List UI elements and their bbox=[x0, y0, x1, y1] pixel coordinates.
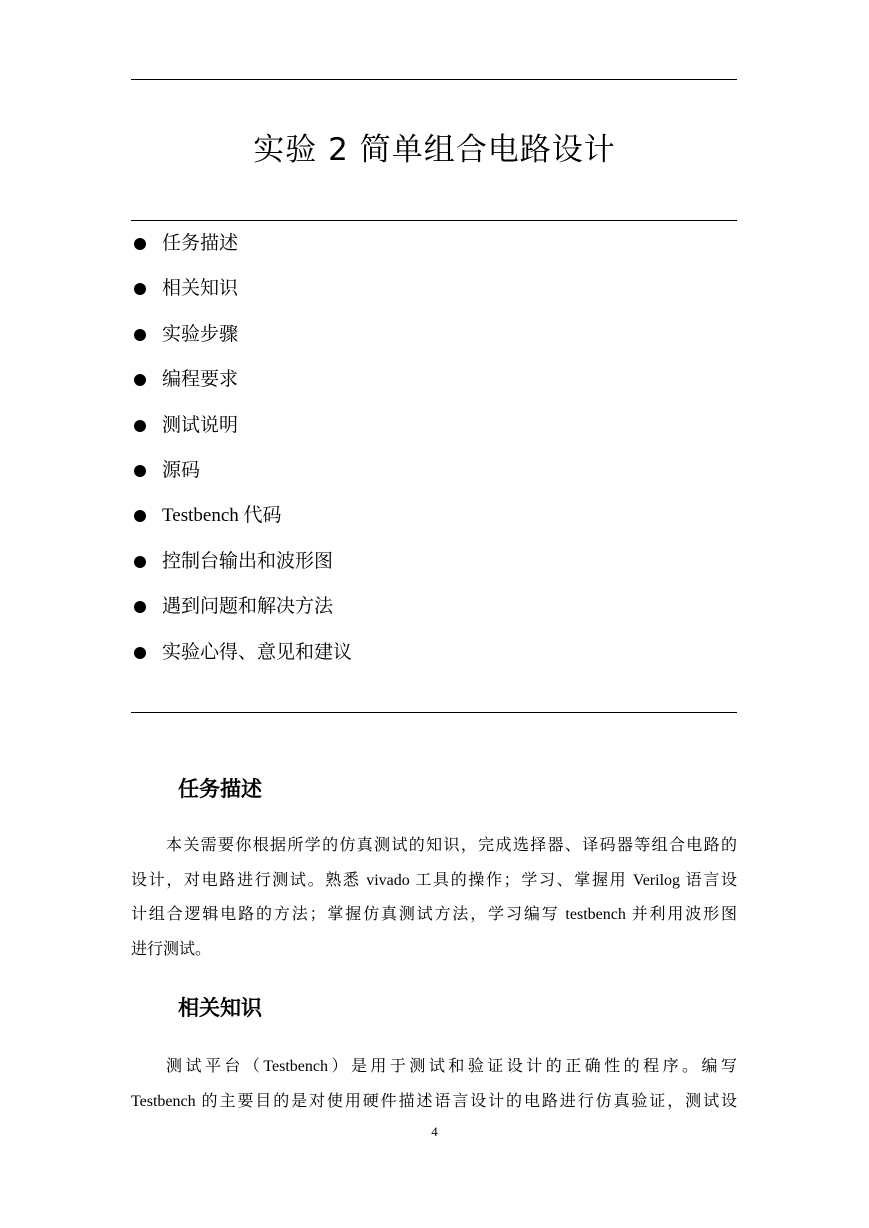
outline-item bbox=[131, 229, 737, 274]
outline-item-label: 控制台输出和波形图 bbox=[162, 550, 334, 572]
outline-item-label: 源码 bbox=[162, 459, 201, 481]
bullet-icon bbox=[134, 556, 146, 568]
outline-item bbox=[131, 320, 737, 365]
knowledge-paragraph bbox=[131, 1050, 737, 1119]
title-rule bbox=[131, 220, 737, 221]
outline-rule bbox=[131, 712, 737, 713]
paragraph-line: 计组合逻辑电路的方法；掌握仿真测试方法，学习编写 testbench 并利用波形图 bbox=[131, 906, 737, 923]
bullet-icon bbox=[134, 647, 146, 659]
outline-item bbox=[131, 365, 737, 410]
outline-item bbox=[131, 638, 737, 683]
paragraph-line: 本关需要你根据所学的仿真测试的知识，完成选择器、译码器等组合电路的 bbox=[166, 837, 737, 854]
outline-item-label: 测试说明 bbox=[162, 414, 239, 436]
outline-item-label: Testbench 代码 bbox=[162, 505, 282, 527]
section-heading-knowledge: 相关知识 bbox=[178, 996, 262, 1020]
paragraph-line: Testbench 的主要目的是对使用硬件描述语言设计的电路进行仿真验证，测试设 bbox=[131, 1092, 737, 1110]
bullet-icon bbox=[134, 374, 146, 386]
outline-item bbox=[131, 547, 737, 592]
paragraph-line: 测试平台（Testbench）是用于测试和验证设计的正确性的程序。编写 bbox=[166, 1058, 737, 1075]
paragraph-line: 设计，对电路进行测试。熟悉 vivado 工具的操作；学习、掌握用 Verilog 语言设 bbox=[131, 871, 737, 889]
outline-item-label: 实验心得、意见和建议 bbox=[162, 641, 353, 663]
outline-item-label: 遇到问题和解决方法 bbox=[162, 596, 334, 618]
bullet-icon bbox=[134, 420, 146, 432]
bullet-icon bbox=[134, 465, 146, 477]
outline-item bbox=[131, 501, 737, 546]
outline-item-label: 相关知识 bbox=[162, 278, 239, 300]
bullet-icon bbox=[134, 238, 146, 250]
outline-item-label: 任务描述 bbox=[162, 233, 239, 254]
top-rule bbox=[131, 79, 737, 80]
section-heading-task: 任务描述 bbox=[178, 777, 262, 801]
outline-item-label: 实验步骤 bbox=[162, 323, 239, 345]
outline-item bbox=[131, 456, 737, 501]
bullet-icon bbox=[134, 329, 146, 341]
page-title: 实验 2 简单组合电路设计 bbox=[253, 132, 616, 168]
outline-item bbox=[131, 592, 737, 637]
page-number: 4 bbox=[431, 1124, 438, 1139]
outline-item bbox=[131, 274, 737, 319]
paragraph-line: 进行测试。 bbox=[131, 940, 212, 958]
bullet-icon bbox=[134, 283, 146, 295]
outline-item-label: 编程要求 bbox=[162, 369, 239, 391]
task-paragraph bbox=[131, 829, 737, 967]
outline-item bbox=[131, 411, 737, 456]
bullet-icon bbox=[134, 601, 146, 613]
outline-list bbox=[131, 229, 737, 683]
bullet-icon bbox=[134, 510, 146, 522]
